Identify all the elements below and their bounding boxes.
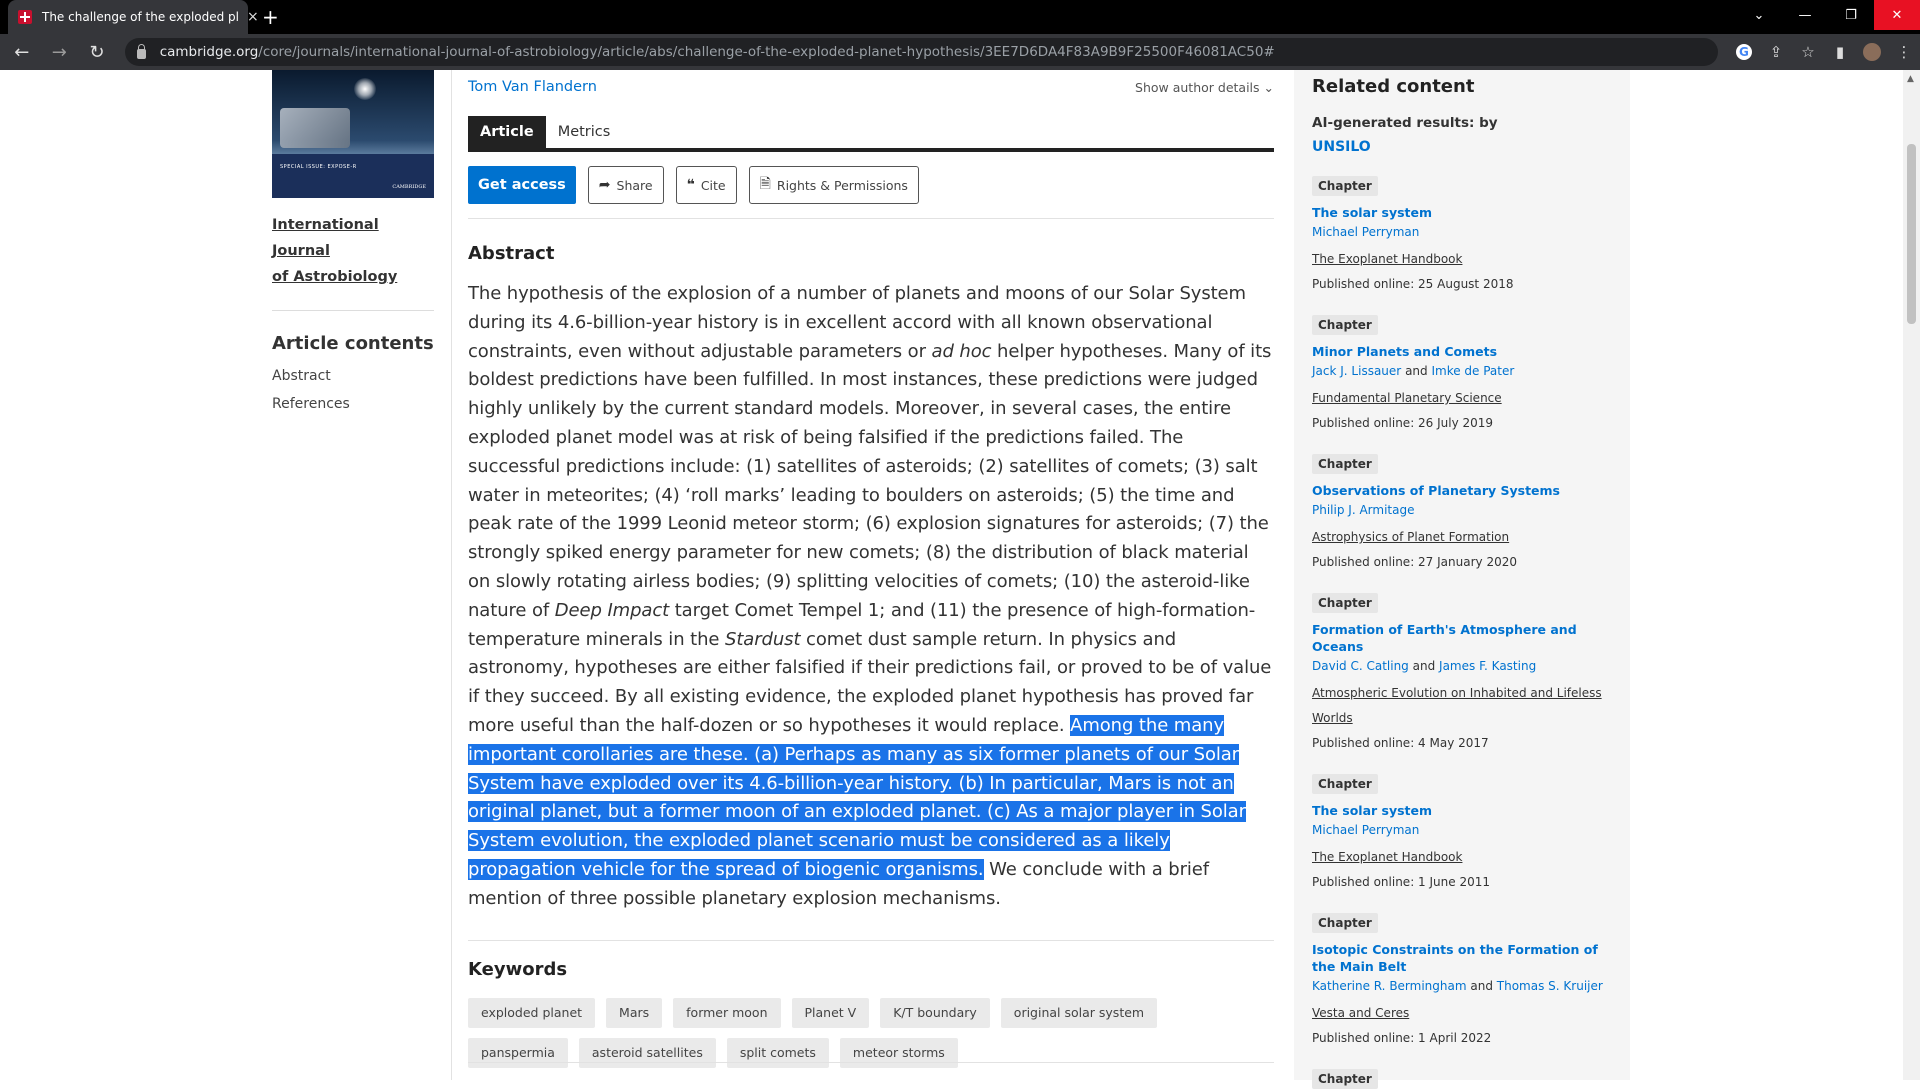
toolbar-icons: [1728, 38, 1920, 66]
url-text[interactable]: [160, 44, 1275, 60]
rights-permissions-button[interactable]: [749, 166, 919, 204]
show-author-details-label: Show author details: [1135, 79, 1260, 95]
related-item-authors: [1312, 657, 1612, 675]
content-type-chip: Chapter: [1312, 315, 1378, 335]
author-link[interactable]: Tom Van Flandern: [468, 79, 597, 95]
related-item-book[interactable]: The Exoplanet Handbook: [1312, 850, 1463, 864]
content-type-chip: Chapter: [1312, 454, 1378, 474]
journal-link-line2: of Astrobiology: [272, 269, 398, 285]
star-icon[interactable]: ☆: [1801, 43, 1815, 61]
author-link[interactable]: Thomas S. Kruijer: [1496, 979, 1603, 993]
abstract-part-5: We conclude with a brief mention of three possible planetary explosion mechanisms.: [468, 858, 1210, 909]
related-item-book[interactable]: Vesta and Ceres: [1312, 1006, 1410, 1020]
restore-icon[interactable]: ❐: [1845, 7, 1857, 23]
keyword-chip[interactable]: exploded planet: [468, 998, 595, 1028]
sidepanel-icon[interactable]: ▮: [1835, 43, 1845, 61]
share-label: Share: [616, 177, 653, 193]
profile-icon[interactable]: [1856, 38, 1888, 66]
author-link[interactable]: James F. Kasting: [1439, 659, 1537, 673]
unsilo-link[interactable]: UNSILO: [1312, 139, 1371, 155]
related-item-title[interactable]: Minor Planets and Comets: [1312, 344, 1498, 359]
contents-item-references[interactable]: References: [272, 396, 350, 412]
abstract-italic-1: ad hoc: [931, 340, 992, 362]
related-item-title[interactable]: The solar system: [1312, 803, 1433, 818]
journal-link[interactable]: [272, 212, 434, 290]
abstract-part-1: The hypothesis of the explosion of a number of planets and moons of our Solar System during its 4.6-billion-year history is in excellent accord with all known observational constraints, even without adjustable parameters or: [468, 283, 1246, 362]
related-item-date: Published online: 1 June 2011: [1312, 875, 1490, 889]
article-actions: [468, 166, 1274, 204]
abstract-selected-text: Among the many important corollaries are these. (a) Perhaps as many as six former planets of our Solar System have exploded over its 4.6-billion-year history. (b) In particular, Mars is not an original planet, but a former moon of an exploded planet. (c) As a major player in Solar System evolution, the exploded planet scenario must be considered as a likely propagation vehicle for the spread of biogenic organisms.: [468, 714, 1246, 880]
article-tabs: [468, 116, 1274, 152]
content-type-chip: Chapter: [1312, 774, 1378, 794]
abstract-text: [468, 280, 1274, 914]
related-item: [1312, 453, 1612, 572]
related-item: [1312, 592, 1612, 753]
and-text: and: [1405, 364, 1428, 378]
window-controls: [1736, 0, 1920, 30]
tab-article[interactable]: Article: [468, 116, 546, 148]
document-check-icon: 🗎: [759, 176, 771, 192]
tab-title: The challenge of the exploded pl: [42, 10, 239, 24]
keywords-list: [468, 998, 1228, 1068]
author-link[interactable]: Philip J. Armitage: [1312, 503, 1415, 517]
author-link[interactable]: Michael Perryman: [1312, 225, 1420, 239]
article-main: [468, 70, 1274, 1068]
page-scrollbar[interactable]: [1903, 70, 1920, 1080]
minimize-icon[interactable]: —: [1798, 7, 1812, 23]
related-item: [1312, 314, 1612, 433]
cover-band: [272, 154, 434, 198]
url-host: cambridge.org: [159, 44, 259, 60]
keyword-chip[interactable]: split comets: [727, 1038, 829, 1068]
related-item-title[interactable]: Formation of Earth's Atmosphere and Oceans: [1312, 622, 1577, 654]
share-arrow-icon: ➦: [598, 177, 611, 193]
related-content-title: Related content: [1312, 76, 1475, 97]
scroll-up-icon[interactable]: ▲: [1907, 74, 1914, 84]
back-icon[interactable]: ←: [14, 41, 30, 63]
journal-link-line1: International Journal: [272, 217, 379, 259]
article-contents-title: Article contents: [272, 333, 434, 354]
content-type-chip: Chapter: [1312, 593, 1378, 613]
author-link[interactable]: Imke de Pater: [1431, 364, 1515, 378]
ai-results-label: AI-generated results: by: [1312, 115, 1498, 131]
cite-button[interactable]: [676, 166, 737, 204]
abstract-heading: Abstract: [468, 243, 555, 264]
abstract-italic-2: Deep Impact: [554, 599, 670, 621]
related-item-authors: [1312, 977, 1612, 995]
related-item-book[interactable]: The Exoplanet Handbook: [1312, 252, 1463, 266]
related-item-authors: [1312, 821, 1612, 839]
journal-cover-image[interactable]: [272, 70, 434, 198]
cover-space-station: [280, 108, 350, 148]
related-item-authors: [1312, 223, 1612, 241]
related-item-authors: [1312, 501, 1612, 519]
related-item: [1312, 175, 1612, 294]
cite-label: Cite: [700, 177, 726, 193]
tab-metrics[interactable]: Metrics: [557, 124, 611, 140]
related-item: [1312, 912, 1612, 1048]
related-item-book[interactable]: Astrophysics of Planet Formation: [1312, 530, 1510, 544]
related-item-title[interactable]: Isotopic Constraints on the Formation of the Main Belt: [1312, 942, 1598, 974]
related-item-title[interactable]: Observations of Planetary Systems: [1312, 483, 1560, 498]
related-item: [1312, 773, 1612, 892]
keyword-chip[interactable]: asteroid satellites: [579, 1038, 716, 1068]
page-content: [0, 70, 1920, 1086]
share-icon[interactable]: ⇪: [1769, 43, 1783, 61]
related-item-date: Published online: 25 August 2018: [1312, 277, 1514, 291]
author-link[interactable]: David C. Catling: [1312, 659, 1409, 673]
reload-icon[interactable]: ↻: [89, 41, 105, 63]
lock-icon[interactable]: [137, 49, 146, 59]
url-path: /core/journals/international-journal-of-astrobiology/article/abs/challenge-of-the-exploded-planet-hypothesis/3EE7D6DA4F83A9B9F25500F46081AC50#: [258, 44, 1275, 60]
scrollbar-thumb[interactable]: [1907, 144, 1916, 324]
share-button[interactable]: [588, 166, 664, 204]
author-row: [468, 70, 1274, 104]
related-item-authors: [1312, 362, 1612, 380]
get-access-button[interactable]: Get access: [468, 166, 576, 204]
cambridge-favicon-icon: [18, 10, 32, 24]
keyword-chip[interactable]: former moon: [673, 998, 780, 1028]
show-author-details-button[interactable]: [1135, 80, 1274, 95]
column-divider: [451, 70, 452, 1080]
left-sidebar: [272, 70, 434, 412]
divider: [468, 1062, 1274, 1063]
divider: [272, 310, 434, 311]
abstract-part-2: helper hypotheses. Many of its boldest predictions have been fulfilled. In most instances, these predictions were judged highly unlikely by the current standard models. Moreover, in several cases, the entire exploded planet model was at risk of being falsified if the predictions failed. The successful predictions include: (1) satellites of asteroids; (2) satellites of comets; (3) salt water in meteorites; (4) ‘roll marks’ leading to boulders on asteroids; (5) the time and peak rate of the 1999 Leonid meteor storm; (6) explosion signatures for asteroids; (7) the strongly spiked energy parameter for new comets; (8) the distribution of black material on slowly rotating airless bodies; (9) splitting velocities of comets; (10) the asteroid-like nature of: [468, 340, 1272, 621]
keyword-chip[interactable]: K/T boundary: [880, 998, 990, 1028]
google-icon[interactable]: G: [1728, 38, 1760, 66]
abstract-part-4: comet dust sample return. In physics and astronomy, hypotheses are either falsified if their predictions fail, or proved to be of value if they succeed. By all existing evidence, the exploded planet hypothesis has proved far more useful than the half-dozen or so hypotheses it would replace.: [468, 628, 1272, 736]
related-item-date: Published online: 27 January 2020: [1312, 555, 1517, 569]
keyword-chip[interactable]: original solar system: [1001, 998, 1157, 1028]
tab-search-icon[interactable]: ⌄: [1753, 7, 1765, 23]
browser-tab[interactable]: [8, 0, 259, 34]
keyword-chip[interactable]: meteor storms: [840, 1038, 958, 1068]
browser-tabbar: [0, 0, 1920, 34]
related-item-book[interactable]: Atmospheric Evolution on Inhabited and Lifeless Worlds: [1312, 686, 1602, 725]
related-item: [1312, 1068, 1612, 1089]
author-link[interactable]: Michael Perryman: [1312, 823, 1420, 837]
keyword-chip[interactable]: Mars: [606, 998, 662, 1028]
related-item-title[interactable]: The solar system: [1312, 205, 1433, 220]
tab-close-icon[interactable]: ×: [247, 9, 259, 25]
rights-label: Rights & Permissions: [776, 177, 908, 193]
window-close-icon[interactable]: ✕: [1874, 0, 1920, 30]
contents-item-abstract[interactable]: Abstract: [272, 368, 331, 384]
keyword-chip[interactable]: panspermia: [468, 1038, 568, 1068]
cover-publisher-text: CAMBRIDGE: [392, 184, 426, 190]
divider: [468, 218, 1274, 219]
new-tab-icon[interactable]: +: [262, 5, 279, 29]
divider: [468, 940, 1274, 941]
related-item-book[interactable]: Fundamental Planetary Science: [1312, 391, 1502, 405]
content-type-chip: Chapter: [1312, 1069, 1378, 1089]
abstract-italic-3: Stardust: [725, 628, 801, 650]
quote-icon: ❝: [686, 177, 695, 193]
related-item-date: Published online: 1 April 2022: [1312, 1031, 1492, 1045]
forward-icon[interactable]: →: [51, 41, 67, 63]
keyword-chip[interactable]: Planet V: [792, 998, 870, 1028]
keywords-heading: Keywords: [468, 958, 568, 980]
related-item-date: Published online: 4 May 2017: [1312, 736, 1489, 750]
related-item-date: Published online: 26 July 2019: [1312, 416, 1494, 430]
author-link[interactable]: Katherine R. Bermingham: [1312, 979, 1467, 993]
cover-series-text: SPECIAL ISSUE: EXPOSE-R: [280, 164, 357, 170]
chevron-down-icon: ⌄: [1263, 79, 1274, 95]
content-type-chip: Chapter: [1312, 913, 1378, 933]
menu-icon[interactable]: ⋮: [1896, 43, 1912, 61]
and-text: and: [1412, 659, 1436, 673]
related-content-sidebar: [1294, 70, 1630, 1086]
cover-sun: [354, 78, 376, 100]
content-type-chip: Chapter: [1312, 176, 1378, 196]
address-bar[interactable]: [125, 38, 1718, 66]
abstract-part-3: target Comet Tempel 1; and (11) the presence of high-formation-temperature minerals in the: [468, 599, 1256, 650]
and-text: and: [1470, 979, 1493, 993]
author-link[interactable]: Jack J. Lissauer: [1312, 364, 1402, 378]
browser-toolbar: [0, 34, 1920, 70]
